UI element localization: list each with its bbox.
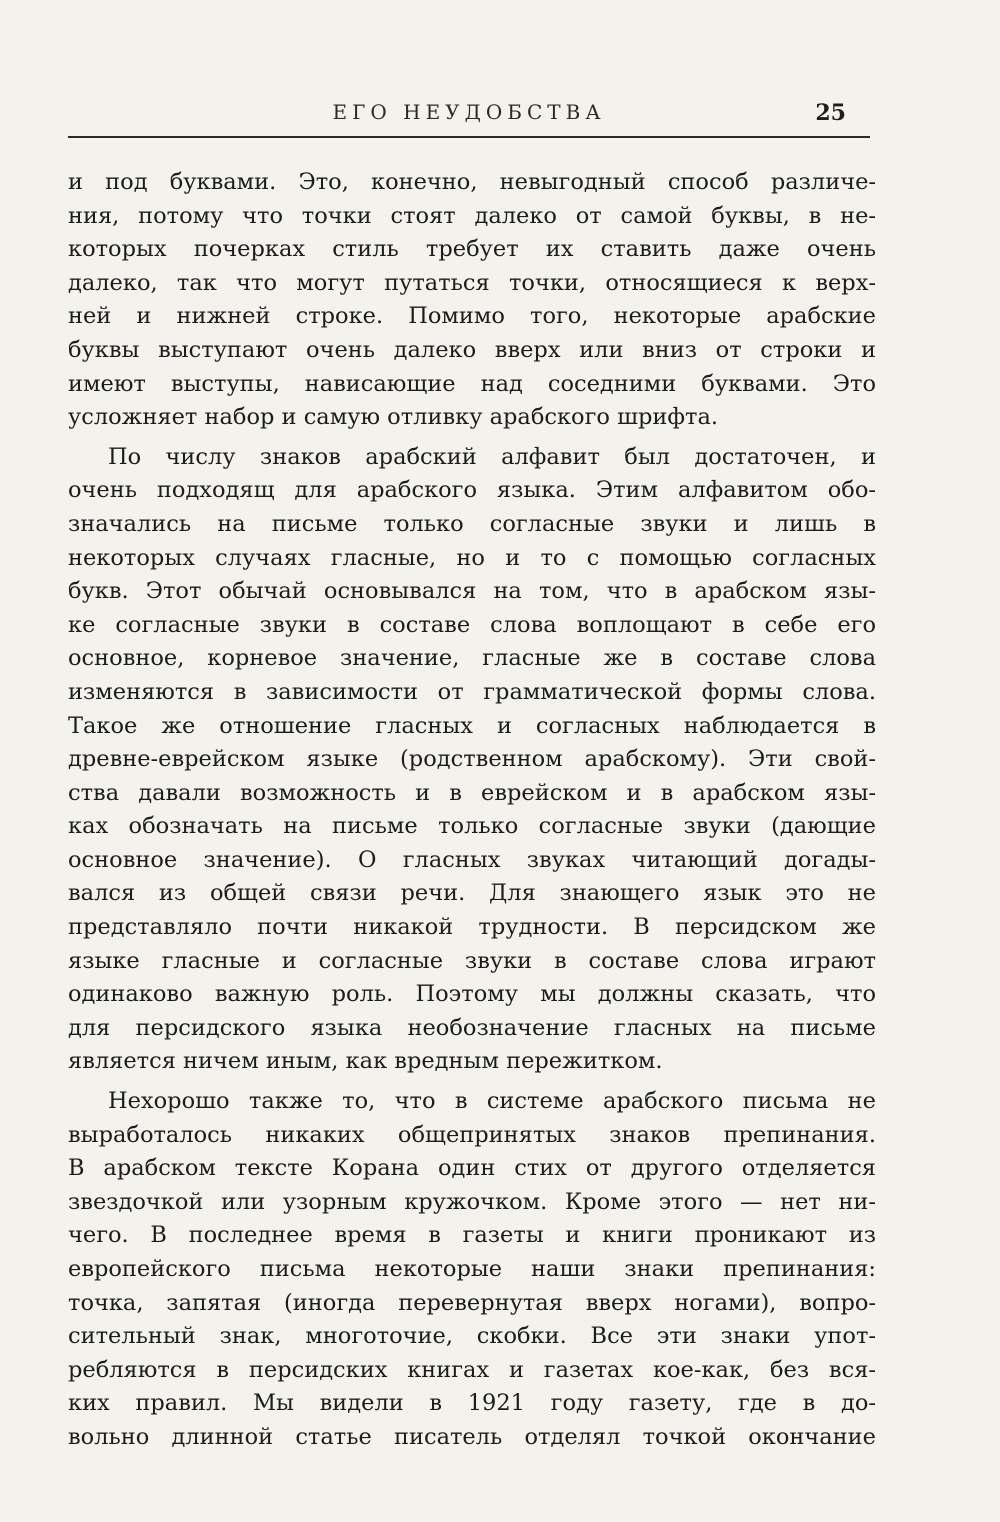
text-line: В арабском тексте Корана один стих от другого отделяется	[68, 1155, 876, 1182]
text-line: выработалось никаких общепринятых знаков препинания.	[68, 1121, 876, 1148]
text-line: европейского письма некоторые наши знаки препинания:	[68, 1256, 876, 1282]
running-title: ЕГО НЕУДОБСТВА	[332, 100, 606, 124]
text-line: одинаково важную роль. Поэтому мы должны сказать, что	[68, 981, 876, 1008]
text-line: сительный знак, многоточие, скобки. Все эти знаки упот-	[68, 1323, 876, 1350]
page-number: 25	[815, 100, 846, 126]
paragraph	[68, 166, 876, 435]
paragraph	[68, 441, 876, 1079]
body-text	[68, 166, 876, 1455]
text-line: представляло почти никакой трудности. В персидском же	[68, 914, 876, 941]
text-line: ней и нижней строке. Помимо того, некоторые арабские	[68, 303, 876, 330]
text-line: чего. В последнее время в газеты и книги проникают из	[68, 1222, 876, 1249]
text-line: точка, запятая (иногда перевернутая вверх ногами), вопро-	[68, 1289, 876, 1316]
text-line: древне-еврейском языке (родственном арабскому). Эти свой-	[68, 746, 876, 773]
text-line: значались на письме только согласные звуки и лишь в	[68, 510, 876, 537]
text-line: для персидского языка необозначение гласных на письме	[68, 1014, 876, 1041]
text-line: ния, потому что точки стоят далеко от самой буквы, в не-	[68, 202, 876, 229]
text-line: По числу знаков арабский алфавит был достаточен, и	[108, 443, 876, 470]
text-line: усложняет набор и самую отливку арабского шрифта.	[68, 404, 719, 431]
text-line: Такое же отношение гласных и согласных наблюдается в	[68, 712, 876, 739]
text-line: некоторых случаях гласные, но и то с помощью согласных	[68, 544, 876, 571]
paragraph	[68, 1085, 876, 1455]
text-line: и под буквами. Это, конечно, невыгодный способ различе-	[68, 169, 876, 195]
text-line: имеют выступы, нависающие над соседними буквами. Это	[68, 370, 876, 397]
text-line: звездочкой или узорным кружочком. Кроме этого — нет ни-	[68, 1188, 876, 1215]
text-line: ках обозначать на письме только согласные звуки (дающие	[68, 813, 876, 840]
text-line: букв. Этот обычай основывался на том, что в арабском язы-	[68, 578, 876, 605]
text-line: далеко, так что могут путаться точки, относящиеся к верх-	[68, 269, 876, 296]
text-line: ства давали возможность и в еврейском и в арабском язы-	[68, 779, 876, 806]
text-line: ребляются в персидских книгах и газетах кое-как, без вся-	[68, 1356, 876, 1383]
text-line: вольно длинной статье писатель отделял точкой окончание	[68, 1423, 876, 1450]
text-line: которых почерках стиль требует их ставить даже очень	[68, 236, 876, 263]
text-line: вался из общей связи речи. Для знающего язык это не	[68, 880, 876, 907]
text-line: языке гласные и согласные звуки в составе слова играют	[68, 947, 876, 974]
text-line: буквы выступают очень далеко вверх или вниз от строки и	[68, 336, 876, 363]
running-head	[68, 96, 870, 138]
text-line: основное, корневое значение, гласные же в составе слова	[68, 645, 876, 672]
text-line: изменяются в зависимости от грамматической формы слова.	[68, 678, 876, 705]
text-line: Нехорошо также то, что в системе арабского письма не	[108, 1088, 876, 1115]
text-line: очень подходящ для арабского языка. Этим алфавитом обо-	[68, 477, 876, 504]
text-line: ке согласные звуки в составе слова воплощают в себе его	[68, 611, 876, 638]
text-line: ких правил. Мы видели в 1921 году газету, где в до-	[68, 1390, 876, 1417]
text-line: основное значение). О гласных звуках читающий догады-	[68, 846, 876, 873]
text-line: является ничем иным, как вредным пережитком.	[68, 1048, 663, 1075]
